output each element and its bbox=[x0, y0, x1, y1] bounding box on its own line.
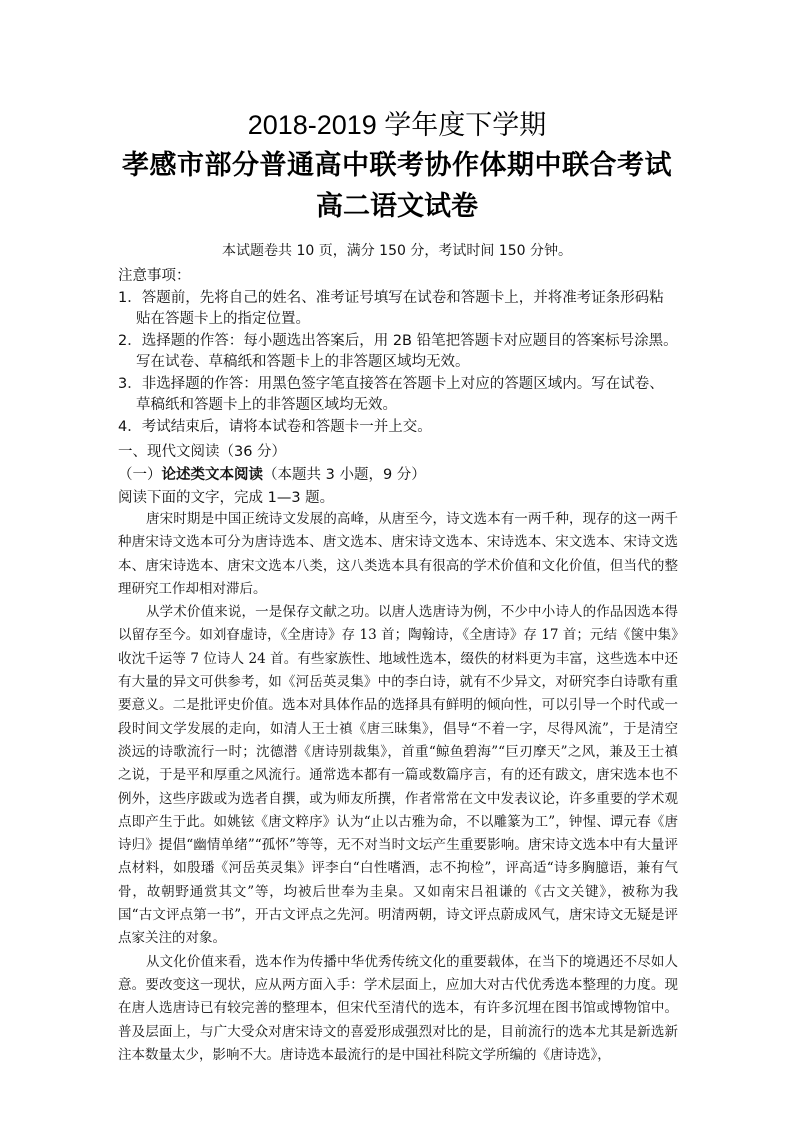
notes-item: 3．非选择题的作答：用黑色签字笔直接答在答题卡上对应的答题区域内。写在试卷、草稿纸和答题卡上的非答题区域均无效。 bbox=[118, 375, 664, 413]
reading-instruction: 阅读下面的文字，完成 1—3 题。 bbox=[118, 490, 335, 506]
passage-paragraph: 从文化价值来看，选本作为传播中华优秀传统文化的重要载体，在当下的境遇还不尽如人意。要改变这一现状，应从两方面入手：学术层面上，应加大对古代优秀选本整理的力度。现在唐人选唐诗已有较完善的整理本，但宋代至清代的选本，有许多沉埋在图书馆或博物馆中。普及层面上，与广大受众对唐宋诗文的喜爱形成强烈对比的是，目前流行的选本尤其是新选新注本数量太少，影响不大。唐诗选本最流行的是中国社科院文学所编的《唐诗选》， bbox=[118, 953, 678, 1063]
header-exam-name: 孝感市部分普通高中联考协作体期中联合考试 bbox=[122, 150, 672, 180]
notes-item: 1．答题前，先将自己的姓名、准考证号填写在试卷和答题卡上，并将准考证条形码粘贴在答题卡上的指定位置。 bbox=[118, 289, 664, 327]
notes-item: 2．选择题的作答：每小题选出答案后，用 2B 铅笔把答题卡对应题目的答案标号涂黑。写在试卷、草稿纸和答题卡上的非答题区域均无效。 bbox=[118, 332, 678, 370]
passage-paragraph: 从学术价值来说，一是保存文献之功。以唐人选唐诗为例，不少中小诗人的作品因选本得以留存至今。如刘眘虚诗，《全唐诗》存 13 首；陶翰诗，《全唐诗》存 17 首；元结《箧中集》收沈千运等 7 位诗人 24 首。有些家族性、地域性选本，缀佚的材料更为丰富，这些选本中还有大量的异文可供参考，如《河岳英灵集》中的李白诗，就有不少异文，对研究李白诗歌有重要意义。二是批评史价值。选本对具体作品的选择具有鲜明的倾向性，可以引导一个时代或一段时间文学发展的走向，如清人王士禛《唐三昧集》，倡导“不着一字，尽得风流”，于是清空淡远的诗歌流行一时；沈德潜《唐诗别裁集》，首重“鲸鱼碧海”“巨刃摩天”之风，兼及王士禛之说，于是平和厚重之风流行。通常选本都有一篇或数篇序言，有的还有跋文，唐宋选本也不例外，这些序跋或为选者自撰，或为师友所撰，作者常常在文中发表议论，许多重要的学术观点即产生于此。如姚铉《唐文粹序》认为“止以古雅为命，不以雕篆为工”，钟惺、谭元春《唐诗归》提倡“幽情单绪”“孤怀”等等，无不对当时文坛产生重要影响。唐宋诗文选本中有大量评点材料，如殷璠《河岳英灵集》评李白“白性嗜酒，志不拘检”，评高适“诗多胸臆语，兼有气骨，故朝野通赏其文”等，均被后世奉为圭臬。又如南宋吕祖谦的《古文关键》，被称为我国“古文评点第一书”，开古文评点之先河。明清两朝，诗文评点蔚成风气，唐宋诗文无疑是评点家关注的对象。 bbox=[118, 604, 678, 947]
notes-item: 4．考试结束后，请将本试卷和答题卡一并上交。 bbox=[118, 418, 432, 435]
notes-block bbox=[118, 266, 678, 438]
notes-title: 注意事项： bbox=[118, 268, 191, 284]
passage-paragraph: 唐宋时期是中国正统诗文发展的高峰，从唐至今，诗文选本有一两千种，现存的这一两千种唐宋诗文选本可分为唐诗选本、唐文选本、唐宋诗文选本、宋诗选本、宋文选本、宋诗文选本、唐宋诗选本、唐宋文选本八类，这八类选本具有很高的学术价值和文化价值，但当代的整理研究工作却相对滞后。 bbox=[118, 511, 678, 597]
section-heading: 一、现代文阅读（36 分） bbox=[118, 444, 287, 460]
header-term: 2018-2019 学年度下学期 bbox=[247, 110, 547, 140]
subsection-heading bbox=[118, 463, 678, 484]
subsection-title: 论述类文本阅读 bbox=[161, 467, 263, 483]
reading-passage bbox=[118, 508, 678, 1067]
subsection-score: （本题共 3 小题，9 分） bbox=[263, 467, 426, 483]
exam-info: 本试题卷共 10 页，满分 150 分，考试时间 150 分钟。 bbox=[222, 243, 572, 259]
subsection-prefix: （一） bbox=[118, 467, 162, 483]
header-subject: 高二语文试卷 bbox=[316, 191, 478, 221]
